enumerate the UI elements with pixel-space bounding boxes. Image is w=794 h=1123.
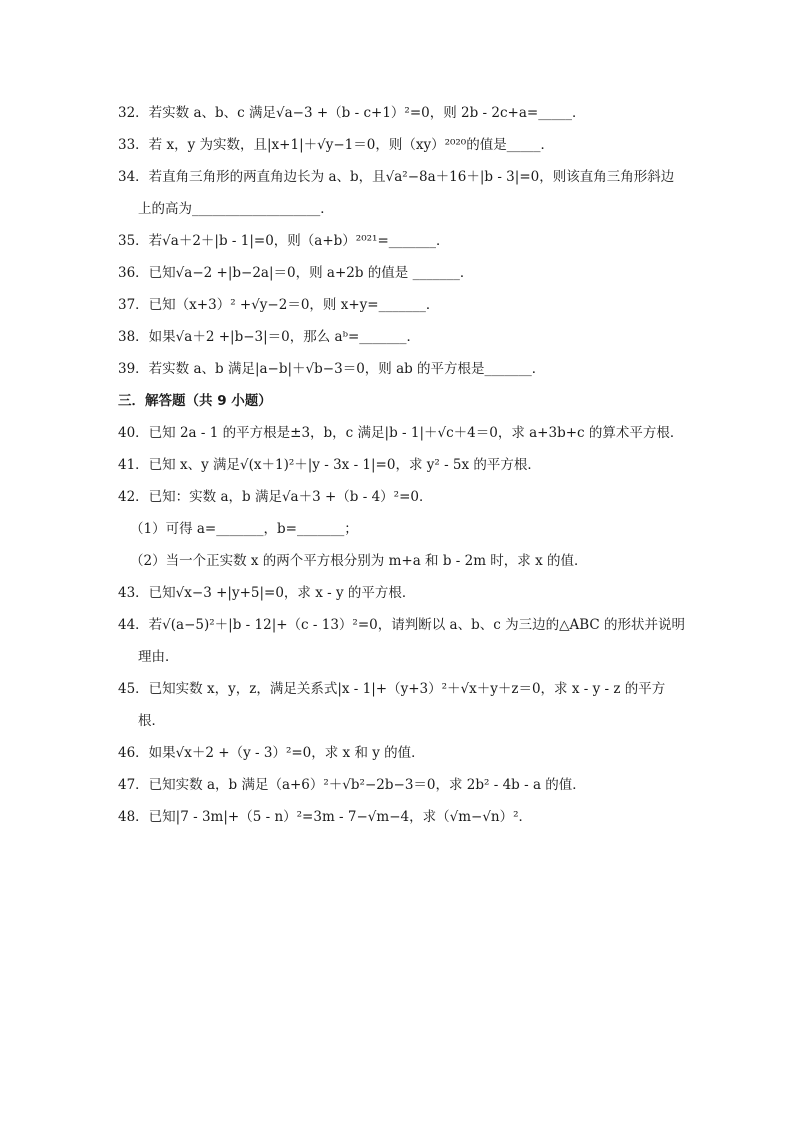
question-47: 47．已知实数 a，b 满足（a+6）²＋√b²−2b−3＝0，求 2b² - 4b - a 的值．: [118, 777, 586, 793]
question-44: 44．若√(a−5)²＋|b - 12|+（c - 13）²=0，请判断以 a、b、c 为三边的△ABC 的形状并说明: [118, 617, 685, 633]
question-40: 40．已知 2a - 1 的平方根是±3，b，c 满足|b - 1|＋√c＋4＝0，求 a+3b+c 的算术平方根．: [118, 425, 684, 441]
question-46: 46．如果√x＋2 +（y - 3）²=0，求 x 和 y 的值．: [118, 745, 425, 761]
question-38: 38．如果√a＋2 +|b−3|＝0，那么 aᵇ=_______．: [118, 329, 421, 345]
question-42-part-1: （1）可得 a=_______，b=_______；: [130, 521, 358, 537]
question-43: 43．已知√x−3 +|y+5|=0，求 x - y 的平方根．: [118, 585, 416, 601]
question-36: 36．已知√a−2 +|b−2a|＝0，则 a+2b 的值是 _______．: [118, 265, 474, 281]
question-45: 45．已知实数 x，y，z，满足关系式|x - 1|+（y+3）²＋√x＋y＋z＝0，求 x - y - z 的平方: [118, 681, 666, 697]
question-33: 33．若 x，y 为实数，且|x+1|＋√y−1＝0，则（xy）²⁰²⁰的值是_____．: [118, 137, 554, 153]
question-34: 34．若直角三角形的两直角边长为 a、b，且√a²−8a＋16＋|b - 3|=0，则该直角三角形斜边: [118, 169, 675, 185]
question-42: 42．已知：实数 a，b 满足√a＋3 +（b - 4）²=0．: [118, 489, 433, 505]
question-39: 39．若实数 a、b 满足|a−b|＋√b−3＝0，则 ab 的平方根是_______．: [118, 361, 546, 377]
section-heading: 三．解答题（共 9 小题）: [118, 393, 272, 409]
question-37: 37．已知（x+3）² +√y−2＝0，则 x+y=_______．: [118, 297, 440, 313]
question-34-continuation: 上的高为___________________．: [138, 201, 334, 217]
question-41: 41．已知 x、y 满足√(x＋1)²＋|y - 3x - 1|=0，求 y² - 5x 的平方根．: [118, 457, 541, 473]
question-32: 32．若实数 a、b、c 满足√a−3 +（b - c+1）²=0，则 2b - 2c+a=_____．: [118, 105, 586, 121]
question-44-continuation: 理由．: [138, 649, 179, 665]
question-35: 35．若√a＋2＋|b - 1|=0，则（a+b）²⁰²¹=_______．: [118, 233, 450, 249]
question-48: 48．已知|7 - 3m|+（5 - n）²=3m - 7−√m−4，求（√m−√n）²．: [118, 809, 533, 825]
question-42-part-2: （2）当一个正实数 x 的两个平方根分别为 m+a 和 b - 2m 时，求 x 的值．: [130, 553, 588, 569]
question-45-continuation: 根．: [138, 713, 165, 729]
